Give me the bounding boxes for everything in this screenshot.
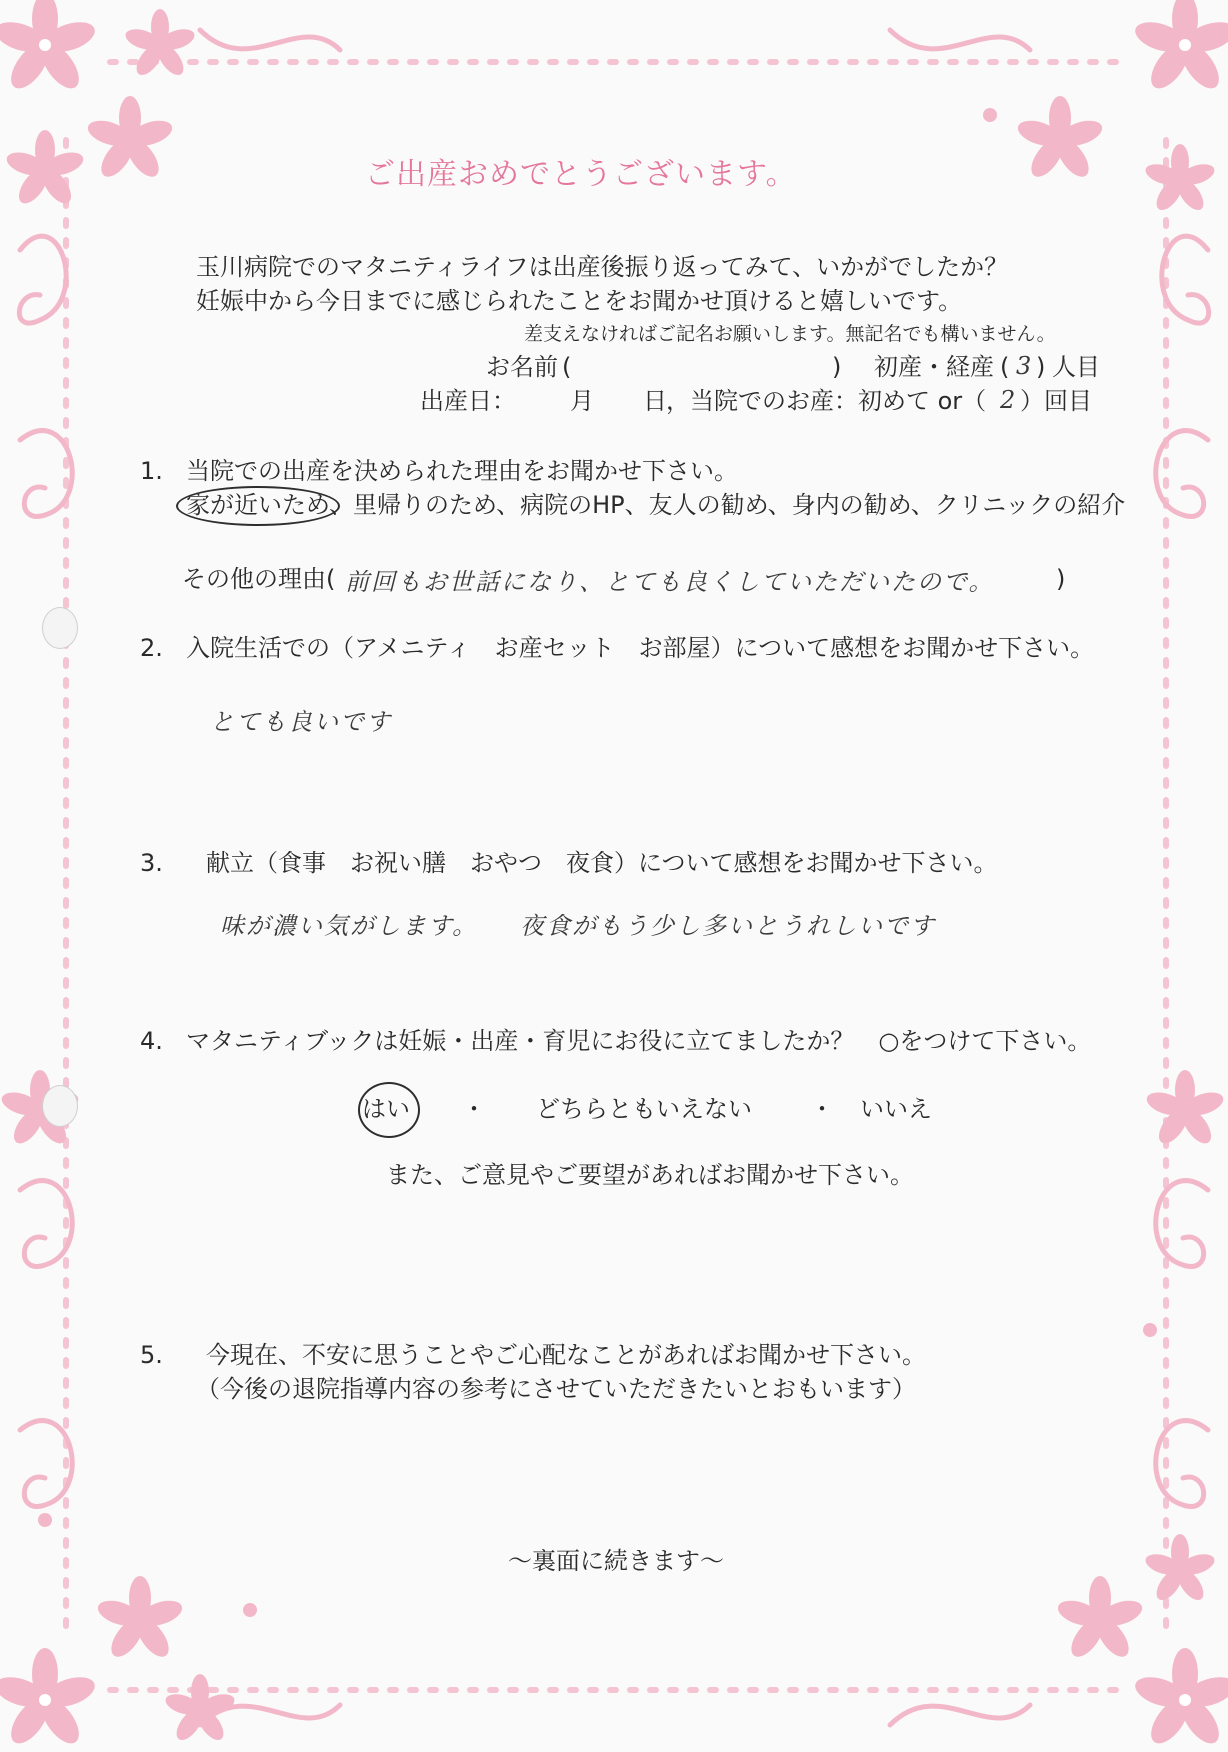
intro-line-1: 玉川病院でのマタニティライフは出産後振り返ってみて、いかがでしたか？: [196, 253, 1009, 281]
q1-option[interactable]: 里帰りのため: [353, 491, 497, 519]
q1-number: 1.: [140, 457, 163, 485]
anonymous-note: 差支えなければご記名お願いします。無記名でも構いません。: [524, 323, 1056, 345]
birth-count-value: 3: [1016, 352, 1034, 380]
hospital-birth-count: 2: [1000, 386, 1018, 414]
birth-count-suffix: 人目: [1052, 353, 1100, 381]
q1-other-answer[interactable]: 前回もお世話になり、とても良くしていただいたので。: [345, 568, 995, 596]
q4-dot: ・: [810, 1095, 834, 1123]
q1-separator: 、: [767, 491, 792, 519]
q4-choice-neutral[interactable]: どちらともいえない: [536, 1095, 752, 1123]
q2-question: 入院生活での（アメニティ お産セット お部屋）について感想をお聞かせ下さい。: [186, 634, 1095, 662]
q1-option[interactable]: 身内の勧め: [791, 491, 911, 519]
q1-option[interactable]: 家が近いため: [186, 491, 330, 519]
punch-hole: [42, 1085, 78, 1127]
birth-count-open: (: [1000, 353, 1010, 381]
name-field[interactable]: [578, 352, 828, 382]
q4-choice-yes[interactable]: はい: [362, 1095, 410, 1123]
q3-number: 3.: [140, 849, 163, 877]
q4-choice-no[interactable]: いいえ: [860, 1095, 932, 1123]
q4-dot: ・: [462, 1095, 486, 1123]
punch-hole: [42, 607, 78, 649]
q4-followup: また、ご意見やご要望があればお聞かせ下さい。: [386, 1161, 914, 1189]
birth-month-label: 月: [570, 387, 594, 415]
q5-number: 5.: [140, 1341, 163, 1369]
q5-question: 今現在、不安に思うことやご心配なことがあればお聞かせ下さい。: [206, 1341, 926, 1369]
q1-question: 当院での出産を決められた理由をお聞かせ下さい。: [186, 457, 738, 485]
q1-option[interactable]: 友人の勧め: [648, 491, 768, 519]
birth-count-close: ): [1036, 353, 1046, 381]
footer-continue: ～裏面に続きます～: [508, 1547, 724, 1575]
hospital-birth-label: ，当院でのお産：初めて or（: [666, 387, 987, 415]
name-paren-close: ): [832, 353, 842, 381]
birth-date-label: 出産日：: [420, 387, 516, 415]
q3-question: 献立（食事 お祝い膳 おやつ 夜食）について感想をお聞かせ下さい。: [206, 849, 998, 877]
q4-selected-circle: [358, 1082, 420, 1138]
name-paren-open: (: [562, 353, 572, 381]
q4-question: マタニティブックは妊娠・出産・育児にお役に立てましたか？ ○をつけて下さい。: [186, 1027, 1092, 1055]
q1-selected-circle: [176, 486, 340, 526]
q1-other-close: ): [1056, 565, 1066, 593]
q1-separator: 、: [496, 491, 521, 519]
q1-separator: 、: [624, 491, 649, 519]
q3-answer-1[interactable]: 味が濃い気がします。: [220, 912, 479, 940]
birth-type-label: 初産・経産: [874, 353, 994, 381]
q1-separator: 、: [910, 491, 935, 519]
q1-other-label: その他の理由(: [182, 565, 336, 593]
name-label: お名前: [486, 353, 558, 381]
page-title: ご出産おめでとうございます。: [365, 157, 797, 192]
q1-option[interactable]: 病院のHP: [520, 491, 625, 519]
q3-answer-2[interactable]: 夜食がもう少し多いとうれしいです: [520, 912, 936, 940]
q1-option[interactable]: クリニックの紹介: [934, 491, 1126, 519]
hospital-birth-suffix: ）回目: [1020, 387, 1092, 415]
birth-day-label: 日: [643, 387, 667, 415]
q1-separator: 、: [329, 491, 354, 519]
intro-line-2: 妊娠中から今日までに感じられたことをお聞かせ頂けると嬉しいです。: [196, 287, 963, 315]
q4-number: 4.: [140, 1027, 163, 1055]
q5-subtext: （今後の退院指導内容の参考にさせていただきたいとおもいます）: [196, 1375, 916, 1403]
q2-number: 2.: [140, 634, 163, 662]
q2-answer[interactable]: とても良いです: [210, 708, 392, 736]
